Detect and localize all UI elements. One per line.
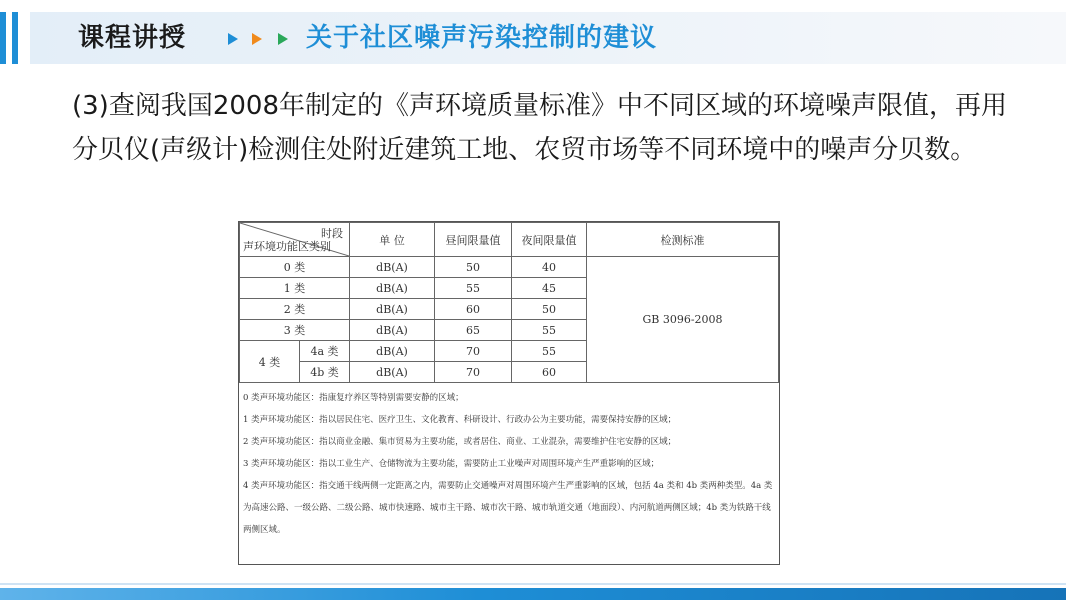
footer-divider	[0, 583, 1066, 585]
cell-unit: dB(A)	[350, 278, 435, 299]
cell-unit: dB(A)	[350, 320, 435, 341]
cell-category: 1 类	[240, 278, 350, 299]
note-item: 0 类声环境功能区：指康复疗养区等特别需要安静的区域；	[243, 393, 464, 403]
arrow-right-icon	[278, 33, 288, 45]
note-item: 1 类声环境功能区：指以居民住宅、医疗卫生、文化教育、科研设计、行政办公为主要功能，需要保持安静的区域；	[243, 415, 677, 425]
table-row	[240, 257, 779, 278]
cell-night: 55	[512, 320, 587, 341]
cell-unit: dB(A)	[350, 299, 435, 320]
header-standard: 检测标准	[587, 223, 779, 257]
cell-unit: dB(A)	[350, 257, 435, 278]
cell-night: 55	[512, 341, 587, 362]
cell-unit: dB(A)	[350, 341, 435, 362]
cell-night: 40	[512, 257, 587, 278]
cell-category: 2 类	[240, 299, 350, 320]
table-notes	[239, 383, 779, 541]
header-period: 时段	[321, 227, 343, 240]
cell-category: 0 类	[240, 257, 350, 278]
header-category: 声环境功能区类别	[243, 240, 331, 253]
cell-standard: GB 3096-2008	[587, 257, 779, 383]
note-item: 4 类声环境功能区：指交通干线两侧一定距离之内，需要防止交通噪声对周围环境产生严重影响的区域，包括 4a 类和 4b 类两种类型。4a 类为高速公路、一级公路、二级公路、城市快速路、城市主干路、城市次干路、城市轨道交通（地面段）、内河航道两侧区域；4b 类为铁路干线两侧区域。	[243, 481, 773, 535]
note-item: 3 类声环境功能区：指以工业生产、仓储物流为主要功能，需要防止工业噪声对周围环境产生严重影响的区域；	[243, 459, 660, 469]
header-unit: 单 位	[350, 223, 435, 257]
cell-day: 70	[435, 341, 512, 362]
header-accent-bar	[0, 12, 6, 64]
cell-night: 60	[512, 362, 587, 383]
cell-night: 50	[512, 299, 587, 320]
cell-subcategory: 4b 类	[300, 362, 350, 383]
instruction-paragraph: (3)查阅我国2008年制定的《声环境质量标准》中不同区域的环境噪声限值，再用分贝仪(声级计)检测住处附近建筑工地、农贸市场等不同环境中的噪声分贝数。	[72, 91, 1007, 165]
noise-limit-table	[239, 222, 779, 383]
cell-day: 55	[435, 278, 512, 299]
table-header-row	[240, 223, 779, 257]
cell-day: 65	[435, 320, 512, 341]
cell-category: 3 类	[240, 320, 350, 341]
slide-header	[0, 0, 1066, 66]
cell-night: 45	[512, 278, 587, 299]
header-night: 夜间限量值	[512, 223, 587, 257]
note-item: 2 类声环境功能区：指以商业金融、集市贸易为主要功能，或者居住、商业、工业混杂，需要维护住宅安静的区域；	[243, 437, 677, 447]
header-day: 昼间限量值	[435, 223, 512, 257]
diagonal-header-cell	[240, 223, 350, 257]
arrow-right-icon	[228, 33, 238, 45]
cell-day: 50	[435, 257, 512, 278]
footer-bar	[0, 588, 1066, 600]
noise-standard-figure	[238, 221, 780, 565]
cell-day: 70	[435, 362, 512, 383]
cell-day: 60	[435, 299, 512, 320]
cell-unit: dB(A)	[350, 362, 435, 383]
cell-subcategory: 4a 类	[300, 341, 350, 362]
slide-title: 关于社区噪声污染控制的建议	[306, 23, 658, 53]
arrow-right-icon	[252, 33, 262, 45]
section-label: 课程讲授	[78, 23, 187, 53]
cell-category-4: 4 类	[240, 341, 300, 383]
header-accent-bar	[12, 12, 18, 64]
